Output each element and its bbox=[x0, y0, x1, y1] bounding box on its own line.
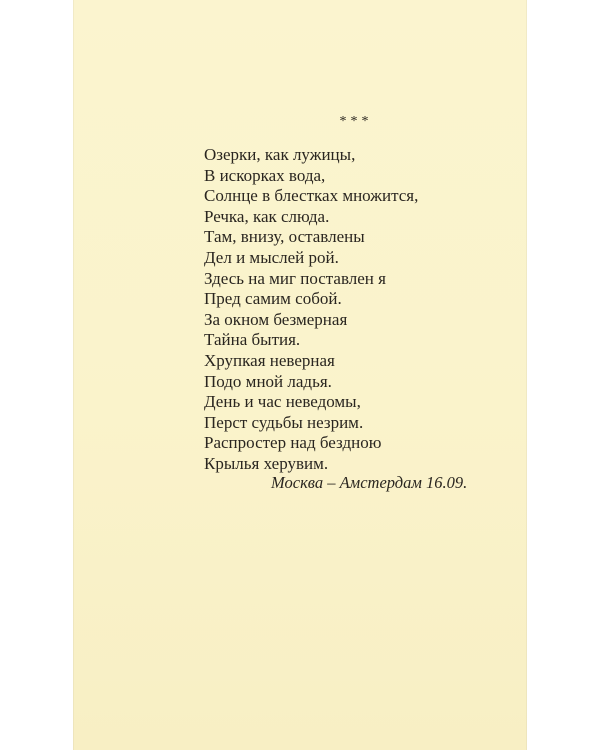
poem-line: Крылья херувим. bbox=[204, 453, 329, 473]
poem-line: Перст судьбы незрим. bbox=[204, 412, 364, 432]
poem-line: Здесь на миг поставлен я bbox=[204, 268, 386, 288]
poem-line: Озерки, как лужицы, bbox=[204, 145, 356, 164]
poem-line: Пред самим собой. bbox=[204, 289, 342, 309]
poem-line: Дел и мыслей рой. bbox=[204, 247, 339, 267]
poem-line: За окном безмерная bbox=[204, 309, 348, 329]
poem-line: Хрупкая неверная bbox=[204, 350, 335, 370]
poem-line: Распростер над бездною bbox=[204, 433, 382, 453]
poem-lines bbox=[204, 145, 418, 475]
book-page bbox=[73, 0, 527, 750]
poem-line: Тайна бытия. bbox=[204, 330, 301, 350]
poem-line: Там, внизу, оставлены bbox=[204, 227, 365, 247]
poem-line: Солнце в блестках множится, bbox=[204, 186, 419, 206]
section-separator: *** bbox=[339, 114, 373, 129]
poem-line: Подо мной ладья. bbox=[204, 371, 332, 391]
poem-line: День и час неведомы, bbox=[204, 392, 361, 412]
poem-line: Речка, как слюда. bbox=[204, 206, 330, 226]
poem-line: В искорках вода, bbox=[204, 165, 326, 185]
poem-signature: Москва – Амстердам 16.09. bbox=[271, 473, 468, 492]
